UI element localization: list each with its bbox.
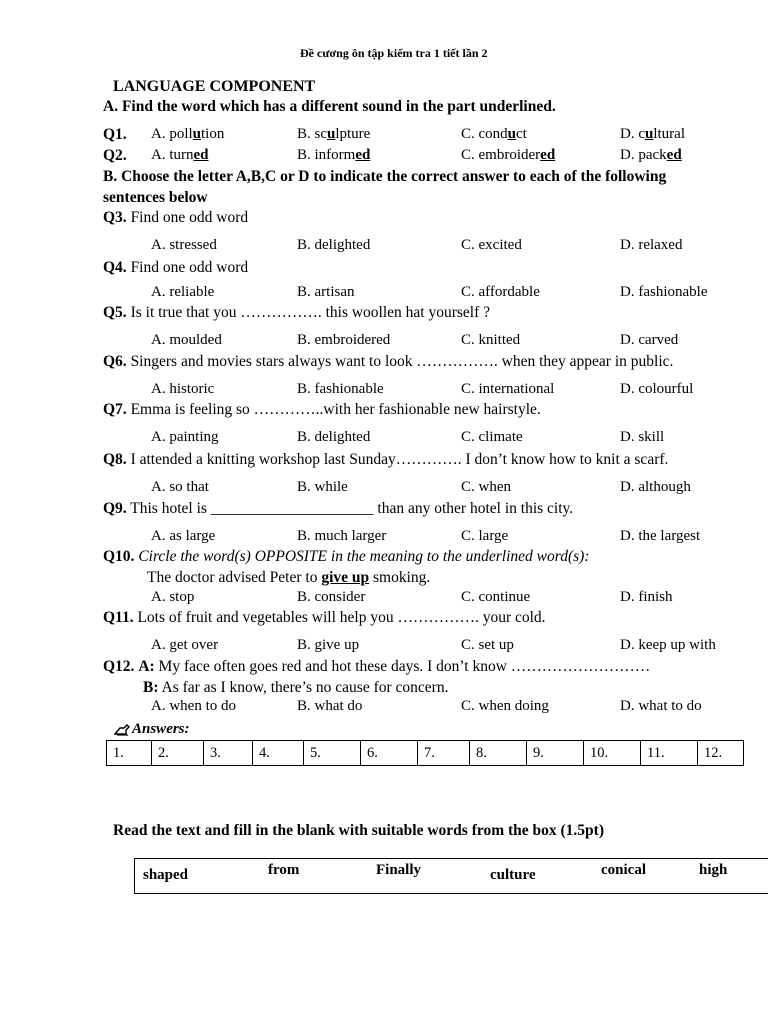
q5-option-c: C. knitted <box>461 332 521 348</box>
question-q6: Q6. Singers and movies stars always want to look ……………. when they appear in public. <box>103 353 674 370</box>
document-header: Đề cương ôn tập kiểm tra 1 tiết lần 2 <box>300 46 488 60</box>
answer-cell[interactable]: 3. <box>204 741 253 766</box>
q6-option-d: D. colourful <box>620 381 694 397</box>
section-title: LANGUAGE COMPONENT <box>113 78 316 95</box>
q12-response: B: As far as I know, there’s no cause for concern. <box>143 679 449 696</box>
q6-option-b: B. fashionable <box>297 381 384 397</box>
part-b-instruction: B. Choose the letter A,B,C or D to indicate the correct answer to each of the following <box>103 168 667 185</box>
question-q8: Q8. I attended a knitting workshop last Sunday…………. I don’t know how to knit a scarf. <box>103 451 669 468</box>
q3-option-a: A. stressed <box>151 237 217 253</box>
q10-option-c: C. continue <box>461 589 531 605</box>
answer-cell[interactable]: 12. <box>698 741 744 766</box>
table-row <box>107 741 744 766</box>
q2-option-b: B. informed <box>297 147 371 163</box>
answer-cell[interactable]: 2. <box>152 741 204 766</box>
q3-option-b: B. delighted <box>297 237 371 253</box>
q3-option-d: D. relaxed <box>620 237 683 253</box>
q12-option-c: C. when doing <box>461 698 549 714</box>
question-number: Q2. <box>103 147 127 164</box>
q1-option-a: A. pollution <box>151 126 225 142</box>
q9-option-d: D. the largest <box>620 528 701 544</box>
answer-cell[interactable]: 1. <box>107 741 152 766</box>
part-b-instruction-cont: sentences below <box>103 189 208 206</box>
q9-option-a: A. as large <box>151 528 216 544</box>
answer-cell[interactable]: 5. <box>304 741 361 766</box>
q4-option-b: B. artisan <box>297 284 355 300</box>
q5-option-d: D. carved <box>620 332 679 348</box>
question-number: Q1. <box>103 126 127 143</box>
question-q4: Q4. Find one odd word <box>103 259 249 276</box>
answer-cell[interactable]: 6. <box>361 741 418 766</box>
question-q5: Q5. Is it true that you ……………. this woollen hat yourself ? <box>103 304 491 321</box>
q7-option-d: D. skill <box>620 429 665 445</box>
answer-cell[interactable]: 9. <box>527 741 584 766</box>
word-box-item: conical <box>601 862 646 878</box>
answer-cell[interactable]: 11. <box>641 741 698 766</box>
word-box-item: high <box>699 862 728 878</box>
writing-hand-icon <box>114 724 132 736</box>
q9-option-b: B. much larger <box>297 528 387 544</box>
q9-option-c: C. large <box>461 528 509 544</box>
q6-option-a: A. historic <box>151 381 215 397</box>
q1-option-d: D. cultural <box>620 126 685 142</box>
question-q3: Q3. Find one odd word <box>103 209 249 226</box>
question-q11: Q11. Lots of fruit and vegetables will help you ……………. your cold. <box>103 609 546 626</box>
q7-option-a: A. painting <box>151 429 219 445</box>
q8-option-c: C. when <box>461 479 511 495</box>
q3-option-c: C. excited <box>461 237 522 253</box>
q10-option-d: D. finish <box>620 589 673 605</box>
q5-option-a: A. moulded <box>151 332 222 348</box>
q1-option-c: C. conduct <box>461 126 527 142</box>
answers-table <box>106 740 744 766</box>
q2-option-c: C. embroidered <box>461 147 556 163</box>
q12-option-d: D. what to do <box>620 698 702 714</box>
q6-option-c: C. international <box>461 381 555 397</box>
word-box-item: culture <box>490 867 536 883</box>
answer-cell[interactable]: 10. <box>584 741 641 766</box>
q8-option-d: D. although <box>620 479 691 495</box>
q8-option-a: A. so that <box>151 479 209 495</box>
reading-instruction: Read the text and fill in the blank with suitable words from the box (1.5pt) <box>113 822 605 839</box>
q4-option-a: A. reliable <box>151 284 215 300</box>
question-q7: Q7. Emma is feeling so …………..with her fashionable new hairstyle. <box>103 401 541 418</box>
q10-option-b: B. consider <box>297 589 366 605</box>
q5-option-b: B. embroidered <box>297 332 391 348</box>
word-box <box>134 858 768 894</box>
q11-option-d: D. keep up with <box>620 637 716 653</box>
q11-option-a: A. get over <box>151 637 219 653</box>
word-box-item: shaped <box>143 867 189 883</box>
q7-option-c: C. climate <box>461 429 523 445</box>
q8-option-b: B. while <box>297 479 348 495</box>
q7-option-b: B. delighted <box>297 429 371 445</box>
answer-cell[interactable]: 8. <box>470 741 527 766</box>
q10-option-a: A. stop <box>151 589 195 605</box>
q10-sentence: The doctor advised Peter to give up smoking. <box>147 569 431 586</box>
answer-cell[interactable]: 7. <box>418 741 470 766</box>
word-box-item: from <box>268 862 300 878</box>
answer-cell[interactable]: 4. <box>253 741 304 766</box>
question-q10: Q10. Circle the word(s) OPPOSITE in the meaning to the underlined word(s): <box>103 548 590 565</box>
q12-option-b: B. what do <box>297 698 363 714</box>
q4-option-c: C. affordable <box>461 284 540 300</box>
word-box-item: Finally <box>376 862 422 878</box>
q11-option-c: C. set up <box>461 637 514 653</box>
q12-option-a: A. when to do <box>151 698 236 714</box>
q2-option-d: D. packed <box>620 147 682 163</box>
q11-option-b: B. give up <box>297 637 360 653</box>
q2-option-a: A. turned <box>151 147 209 163</box>
part-a-instruction: A. Find the word which has a different sound in the part underlined. <box>103 98 556 115</box>
answers-label: Answers: <box>114 721 190 738</box>
question-q12: Q12. A: My face often goes red and hot these days. I don’t know ……………………… <box>103 658 651 675</box>
q1-option-b: B. sculpture <box>297 126 371 142</box>
question-q9: Q9. This hotel is _____________________ than any other hotel in this city. <box>103 500 574 517</box>
q4-option-d: D. fashionable <box>620 284 708 300</box>
